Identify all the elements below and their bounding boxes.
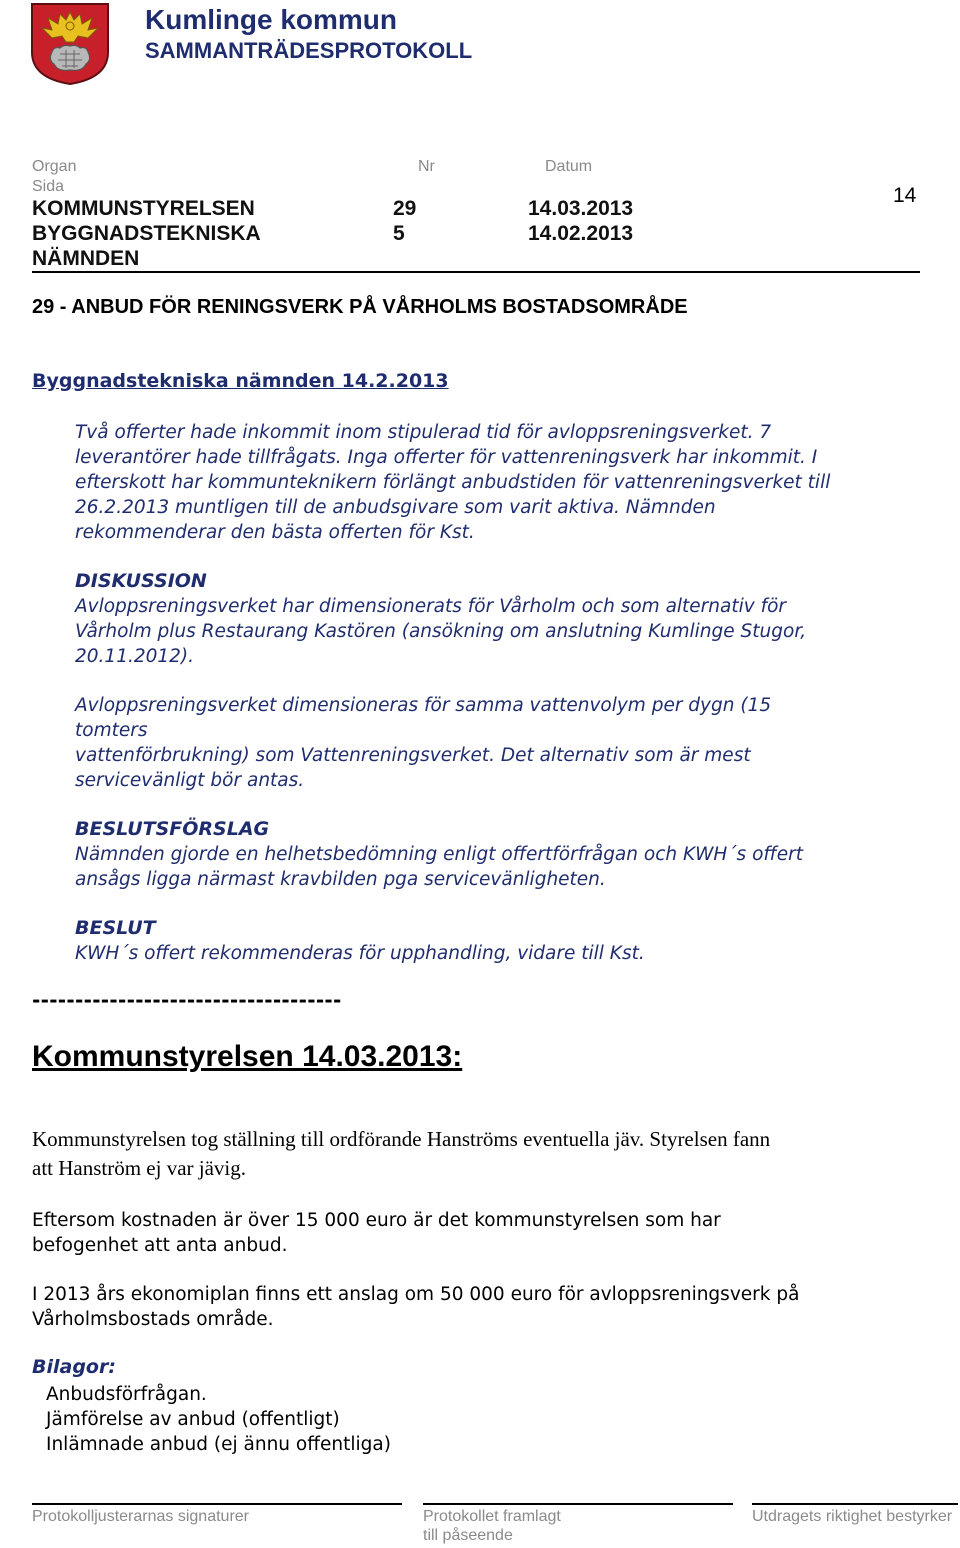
coat-of-arms-icon — [30, 2, 110, 86]
text-line: vattenförbrukning) som Vattenreningsverket. Det alternativ som är mest — [75, 745, 751, 766]
text-line: Två offerter hade inkommit inom stipulerad tid för avloppsreningsverket. 7 — [75, 422, 772, 443]
text-line: KWH´s offert rekommenderas för upphandling, vidare till Kst. — [75, 943, 645, 964]
text-line: 26.2.2013 muntligen till de anbudsgivare som varit aktiva. Nämnden — [75, 497, 716, 518]
organ-value: KOMMUNSTYRELSEN — [32, 197, 255, 220]
list-item: Anbudsförfrågan. — [46, 1384, 207, 1405]
text-line: Vårholm plus Restaurang Kastören (ansökning om anslutning Kumlinge Stugor, — [75, 621, 807, 642]
beslut-block — [75, 916, 645, 966]
committee-text — [75, 420, 830, 545]
text-line: befogenhet att anta anbud. — [32, 1235, 288, 1256]
label-organ: Organ — [32, 158, 77, 175]
footer-framlagt-2: till påseende — [423, 1527, 513, 1544]
section-divider: ------------------------------------ — [32, 988, 342, 1012]
text-line: servicevänligt bör antas. — [75, 770, 305, 791]
ks-heading: Kommunstyrelsen 14.03.2013: — [32, 1040, 463, 1073]
text-line: Kommunstyrelsen tog ställning till ordförande Hanströms eventuella jäv. Styrelsen fann — [32, 1127, 771, 1151]
organ-value: BYGGNADSTEKNISKA — [32, 222, 261, 245]
text-line: tomters — [75, 720, 148, 741]
text-line: ansågs ligga närmast kravbilden pga servicevänligheten. — [75, 869, 606, 890]
text-line: Nämnden gjorde en helhetsbedömning enligt offertförfrågan och KWH´s offert — [75, 844, 803, 865]
beslut-heading: BESLUT — [75, 917, 156, 939]
municipality-name: Kumlinge kommun — [145, 4, 398, 35]
footer-framlagt: Protokollet framlagt — [423, 1508, 561, 1525]
diskussion-heading: DISKUSSION — [75, 570, 207, 592]
label-datum: Datum — [545, 158, 593, 175]
diskussion-block — [75, 569, 806, 669]
list-item: Jämförelse av anbud (offentligt) — [46, 1409, 340, 1430]
header-divider — [32, 271, 920, 273]
datum-value: 14.03.2013 — [528, 197, 634, 220]
text-line: Eftersom kostnaden är över 15 000 euro är det kommunstyrelsen som har — [32, 1210, 721, 1231]
dimension-block — [75, 693, 771, 793]
label-sida: Sida — [32, 178, 65, 195]
text-line: I 2013 års ekonomiplan finns ett anslag om 50 000 euro för avloppsreningsverk på — [32, 1284, 800, 1305]
footer-rule — [752, 1503, 958, 1505]
section-title: 29 - ANBUD FÖR RENINGSVERK PÅ VÅRHOLMS BOSTADSOMRÅDE — [32, 296, 688, 318]
datum-value: 14.02.2013 — [528, 222, 634, 245]
footer-rule — [32, 1503, 402, 1505]
text-line: leverantörer hade tillfrågats. Inga offerter för vattenreningsverk har inkommit. I — [75, 447, 818, 468]
ks-paragraph-cost — [32, 1208, 721, 1258]
text-line: efterskott har kommunteknikern förlängt anbudstiden för vattenreningsverket till — [75, 472, 831, 493]
footer-signatures: Protokolljusterarnas signaturer — [32, 1508, 249, 1525]
page-number: 14 — [893, 184, 917, 207]
text-line: Avloppsreningsverket dimensioneras för samma vattenvolym per dygn (15 — [75, 695, 772, 716]
footer-utdrag: Utdragets riktighet bestyrker — [752, 1508, 953, 1525]
text-line: Avloppsreningsverket har dimensionerats för Vårholm och som alternativ för — [75, 596, 787, 617]
nr-value: 5 — [393, 222, 405, 245]
nr-value: 29 — [393, 197, 417, 220]
bilagor-list — [46, 1382, 391, 1457]
footer-rule — [423, 1503, 733, 1505]
label-nr: Nr — [418, 158, 435, 175]
ks-paragraph-budget — [32, 1282, 799, 1332]
text-line: att Hanström ej var jävig. — [32, 1156, 247, 1180]
text-line: 20.11.2012). — [75, 646, 195, 667]
forslag-heading: BESLUTSFÖRSLAG — [75, 818, 270, 840]
document-type: SAMMANTRÄDESPROTOKOLL — [145, 38, 473, 63]
text-line: rekommenderar den bästa offerten för Kst. — [75, 522, 475, 543]
organ-value: NÄMNDEN — [32, 247, 140, 270]
ks-serif-paragraph — [32, 1125, 770, 1183]
list-item: Inlämnade anbud (ej ännu offentliga) — [46, 1434, 391, 1455]
text-line: Vårholmsbostads område. — [32, 1309, 274, 1330]
committee-heading: Byggnadstekniska nämnden 14.2.2013 — [32, 370, 449, 392]
bilagor-heading: Bilagor: — [32, 1356, 116, 1378]
forslag-block — [75, 817, 803, 892]
